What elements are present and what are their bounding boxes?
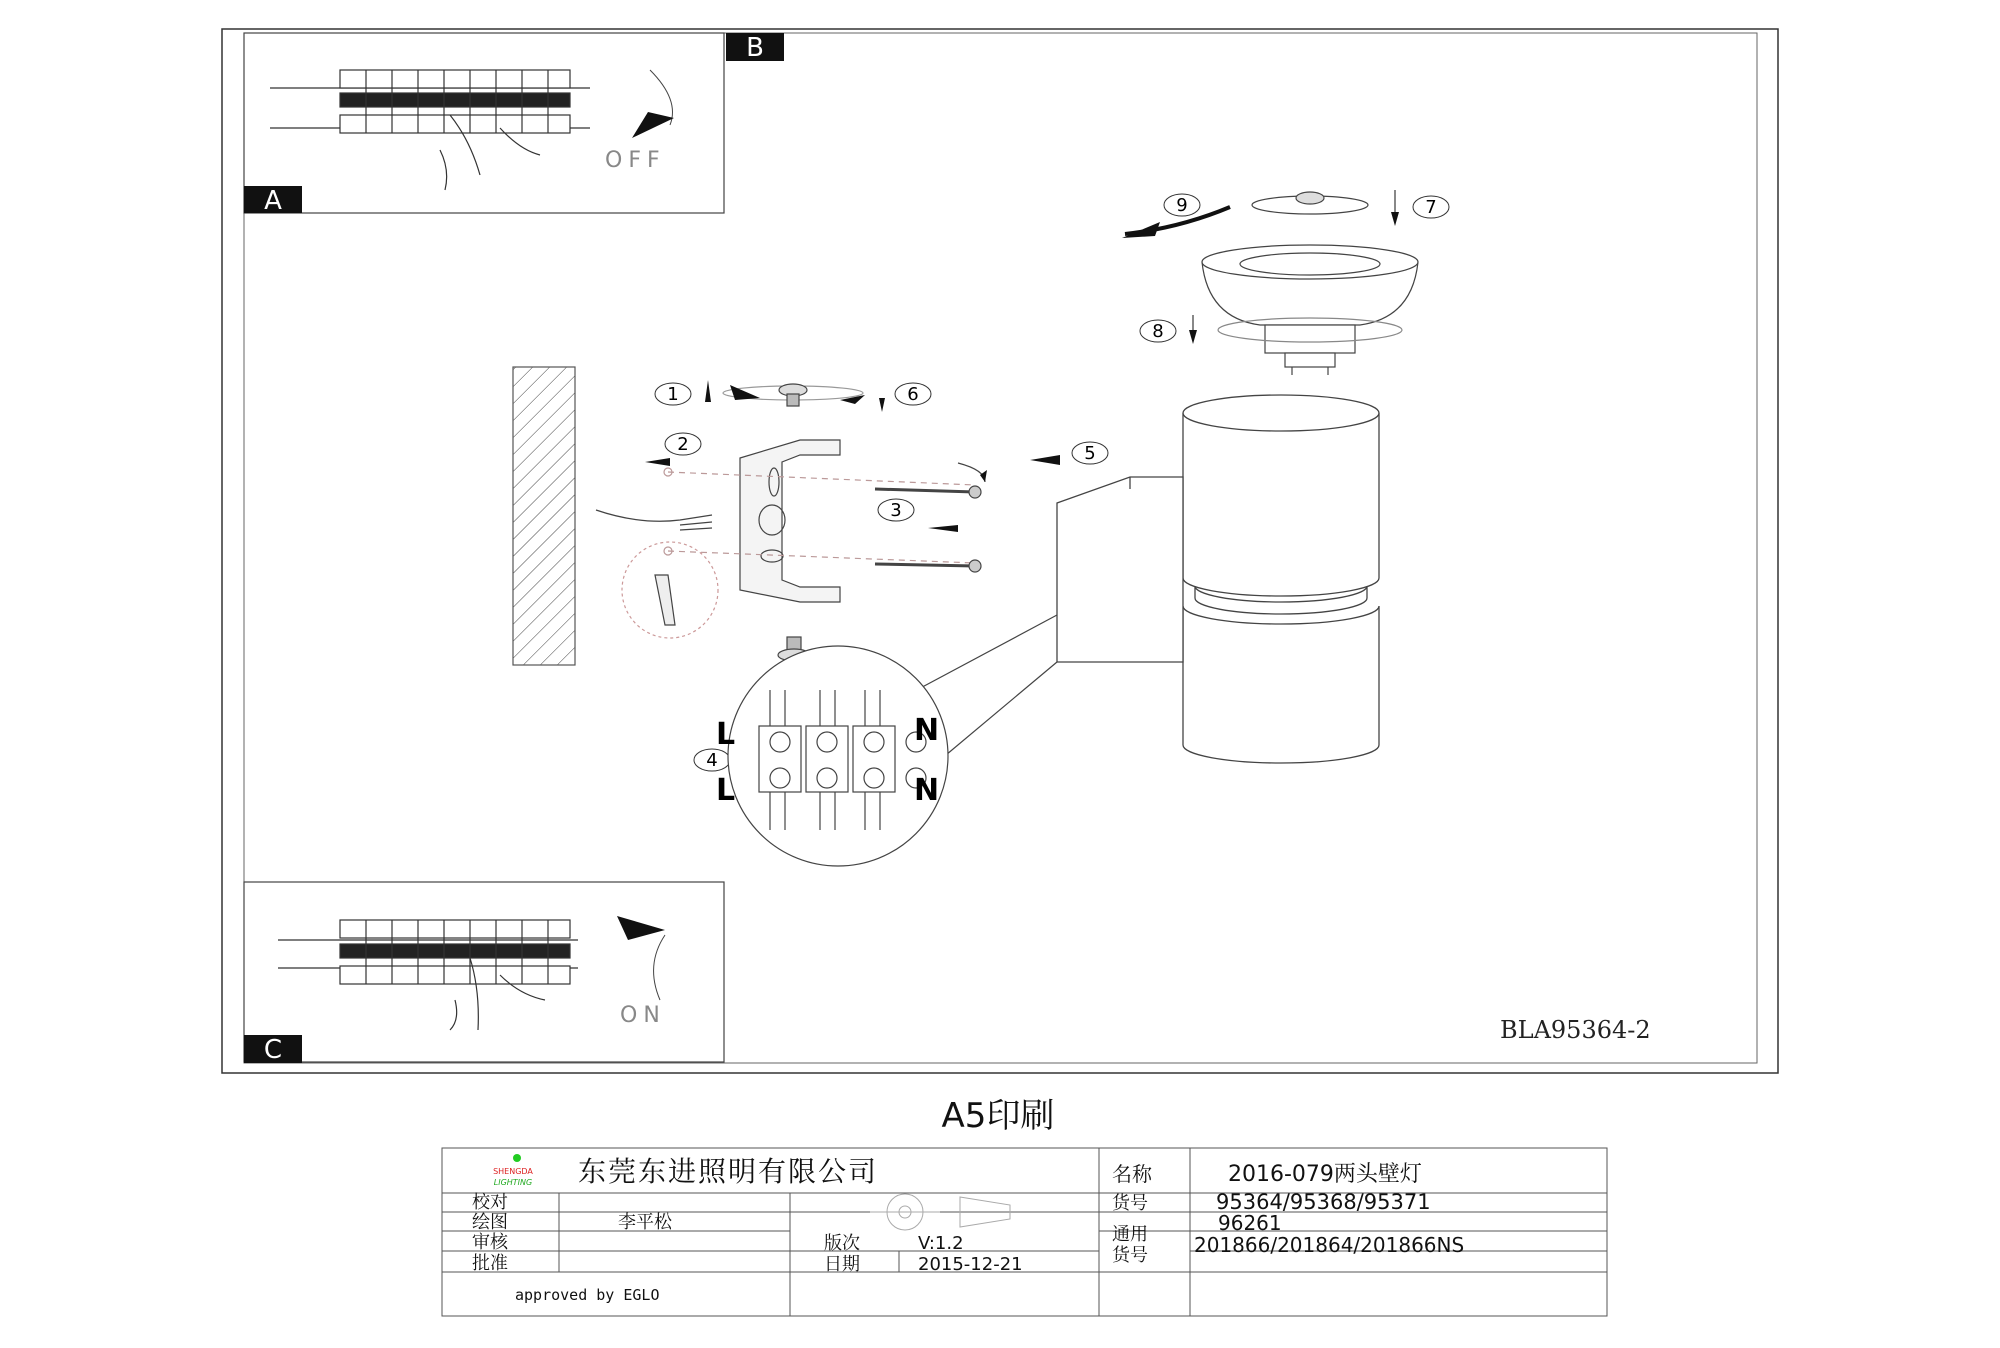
common-label-1: 通用	[1112, 1224, 1148, 1245]
panel-switch-on	[244, 882, 724, 1065]
name-value: 2016-079两头壁灯	[1228, 1162, 1422, 1187]
print-note: A5印刷	[941, 1096, 1055, 1136]
approved-by: approved by EGLO	[515, 1286, 660, 1304]
breaker-rail-bottom	[278, 920, 578, 1030]
switch-off-text: OFF	[605, 148, 666, 173]
mounting-bracket-assembly	[596, 384, 985, 661]
step-4: 4	[706, 750, 718, 771]
step-5: 5	[1084, 443, 1096, 464]
step-1: 1	[667, 384, 679, 405]
step-8: 8	[1152, 321, 1164, 342]
off-arrow-icon	[632, 112, 674, 138]
drawing-code: BLA95364-2	[1500, 1016, 1651, 1044]
breaker-rail	[270, 70, 590, 190]
switch-on-text: ON	[620, 1003, 666, 1028]
step-2: 2	[677, 434, 689, 455]
date-value: 2015-12-21	[918, 1254, 1023, 1275]
common-label-2: 货号	[1112, 1245, 1148, 1266]
review-label: 审核	[472, 1232, 508, 1253]
item-value: 95364/95368/95371	[1216, 1190, 1431, 1214]
step-3: 3	[890, 500, 902, 521]
title-block-text	[472, 1155, 1464, 1304]
logo-line1: SHENGDA	[493, 1167, 533, 1176]
neutral-label-top: N	[914, 713, 940, 748]
direction-arrows	[645, 380, 1060, 532]
name-label: 名称	[1112, 1162, 1152, 1186]
live-label-bottom: L	[716, 773, 736, 808]
company-logo	[493, 1154, 533, 1187]
panel-switch-off	[244, 33, 784, 216]
tag-a: A	[264, 186, 282, 216]
tag-c: C	[263, 1035, 283, 1065]
version-label: 版次	[824, 1233, 860, 1254]
common-value-2: 201866/201864/201866NS	[1194, 1233, 1465, 1257]
drawn-label: 绘图	[472, 1212, 508, 1233]
item-label: 货号	[1112, 1193, 1148, 1214]
drawing-frame	[222, 29, 1778, 1073]
check-label: 校对	[472, 1192, 508, 1213]
logo-line2: LIGHTING	[493, 1178, 533, 1187]
common-value-1: 96261	[1218, 1211, 1282, 1235]
company-name: 东莞东进照明有限公司	[578, 1155, 879, 1188]
version-value: V:1.2	[918, 1233, 964, 1254]
lamp-cap-and-reflector	[1202, 192, 1418, 375]
wall-section	[513, 367, 575, 665]
step-7: 7	[1425, 197, 1437, 218]
step-6: 6	[907, 384, 919, 405]
neutral-label-bottom: N	[914, 773, 940, 808]
tag-b: B	[746, 33, 764, 63]
step-9: 9	[1176, 195, 1188, 216]
drawn-value: 李平松	[618, 1212, 672, 1233]
live-label-top: L	[716, 717, 736, 752]
wall-lamp-body	[1057, 395, 1379, 763]
date-label: 日期	[824, 1254, 860, 1275]
approve-label: 批准	[472, 1253, 508, 1274]
on-arrow-icon	[617, 916, 665, 940]
terminal-block-detail	[728, 615, 1057, 866]
